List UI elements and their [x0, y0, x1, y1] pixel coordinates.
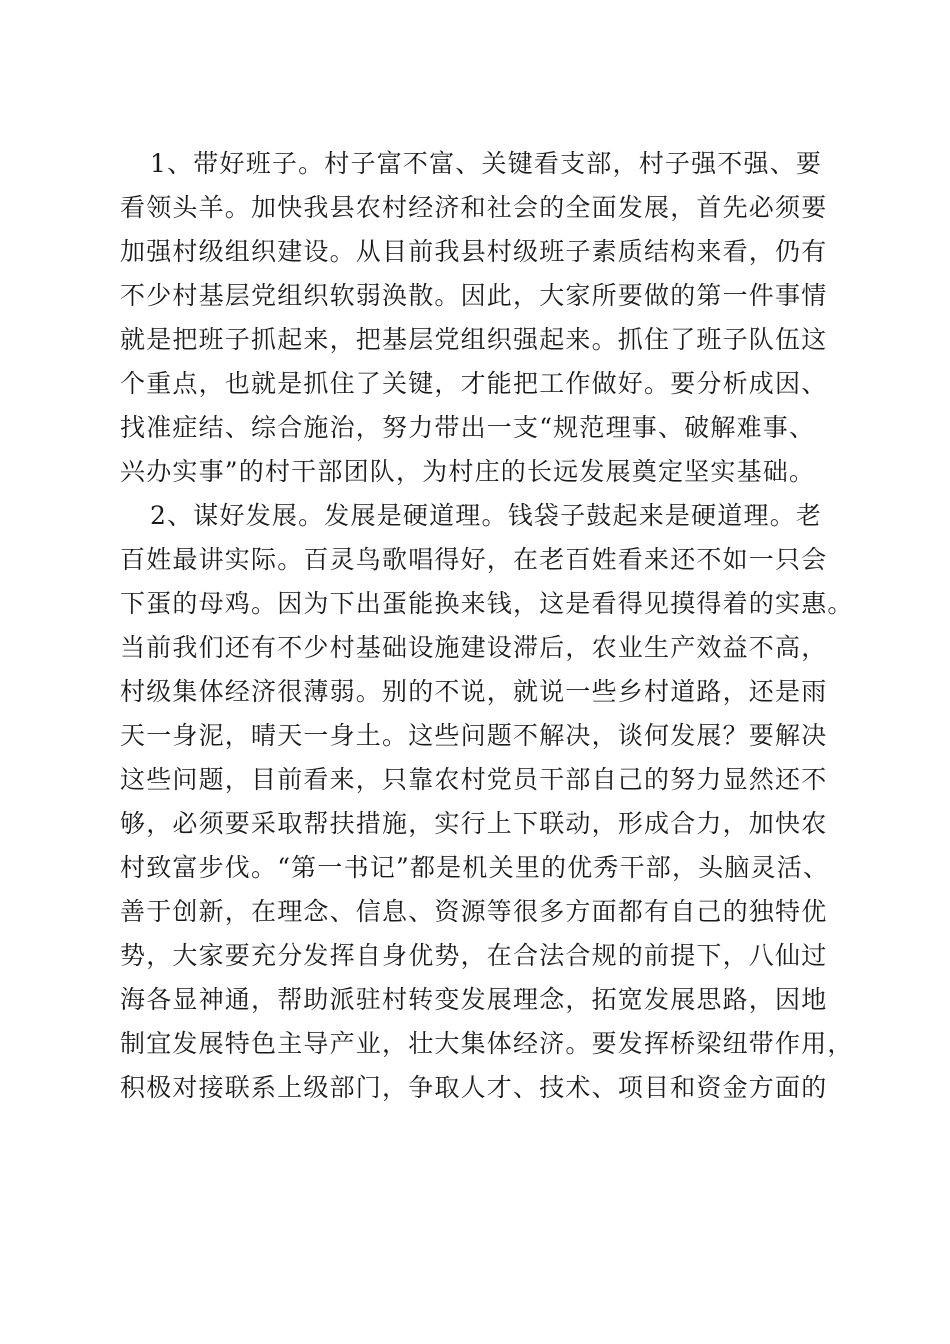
paragraph-1-line-6: 个重点，也就是抓住了关键，才能把工作做好。要分析成因、: [120, 369, 828, 398]
paragraph-1-line-2: 看领头羊。加快我县农村经济和社会的全面发展，首先必须要: [120, 193, 828, 222]
paragraph-2-line-11: 势，大家要充分发挥自身优势，在合法合规的前提下，八仙过: [120, 941, 828, 970]
paragraph-2-line-14: 积极对接联系上级部门，争取人才、技术、项目和资金方面的: [120, 1073, 828, 1102]
paragraph-2-line-9: 村致富步伐。“第一书记”都是机关里的优秀干部，头脑灵活、: [120, 853, 830, 882]
paragraph-1-line-1: 1、带好班子。村子富不富、关键看支部，村子强不强、要: [150, 149, 823, 178]
paragraph-2-line-13: 制宜发展特色主导产业，壮大集体经济。要发挥桥梁纽带作用，: [120, 1029, 854, 1058]
paragraph-1-line-8: 兴办实事”的村干部团队，为村庄的长远发展奠定坚实基础。: [120, 457, 816, 486]
paragraph-2-line-5: 村级集体经济很薄弱。别的不说，就说一些乡村道路，还是雨: [120, 677, 828, 706]
paragraph-2-line-7: 这些问题，目前看来，只靠农村党员干部自己的努力显然还不: [120, 765, 828, 794]
paragraph-2-line-8: 够，必须要采取帮扶措施，实行上下联动，形成合力，加快农: [120, 809, 828, 838]
paragraph-2-line-12: 海各显神通，帮助派驻村转变发展理念，拓宽发展思路，因地: [120, 985, 828, 1014]
paragraph-1-line-7: 找准症结、综合施治，努力带出一支“规范理事、破解难事、: [120, 413, 816, 442]
paragraph-2-line-2: 百姓最讲实际。百灵鸟歌唱得好，在老百姓看来还不如一只会: [120, 545, 828, 574]
paragraph-1-line-5: 就是把班子抓起来，把基层党组织强起来。抓住了班子队伍这: [120, 325, 828, 354]
paragraph-2-line-6: 天一身泥，晴天一身土。这些问题不解决，谈何发展？要解决: [120, 721, 828, 750]
paragraph-1-line-4: 不少村基层党组织软弱涣散。因此，大家所要做的第一件事情: [120, 281, 828, 310]
paragraph-2-line-1: 2、谋好发展。发展是硬道理。钱袋子鼓起来是硬道理。老: [150, 501, 823, 530]
paragraph-1-line-3: 加强村级组织建设。从目前我县村级班子素质结构来看，仍有: [120, 237, 828, 266]
paragraph-2-line-4: 当前我们还有不少村基础设施建设滞后，农业生产效益不高，: [120, 633, 828, 662]
paragraph-2-line-10: 善于创新，在理念、信息、资源等很多方面都有自己的独特优: [120, 897, 828, 926]
paragraph-2-line-3: 下蛋的母鸡。因为下出蛋能换来钱，这是看得见摸得着的实惠。: [120, 589, 854, 618]
